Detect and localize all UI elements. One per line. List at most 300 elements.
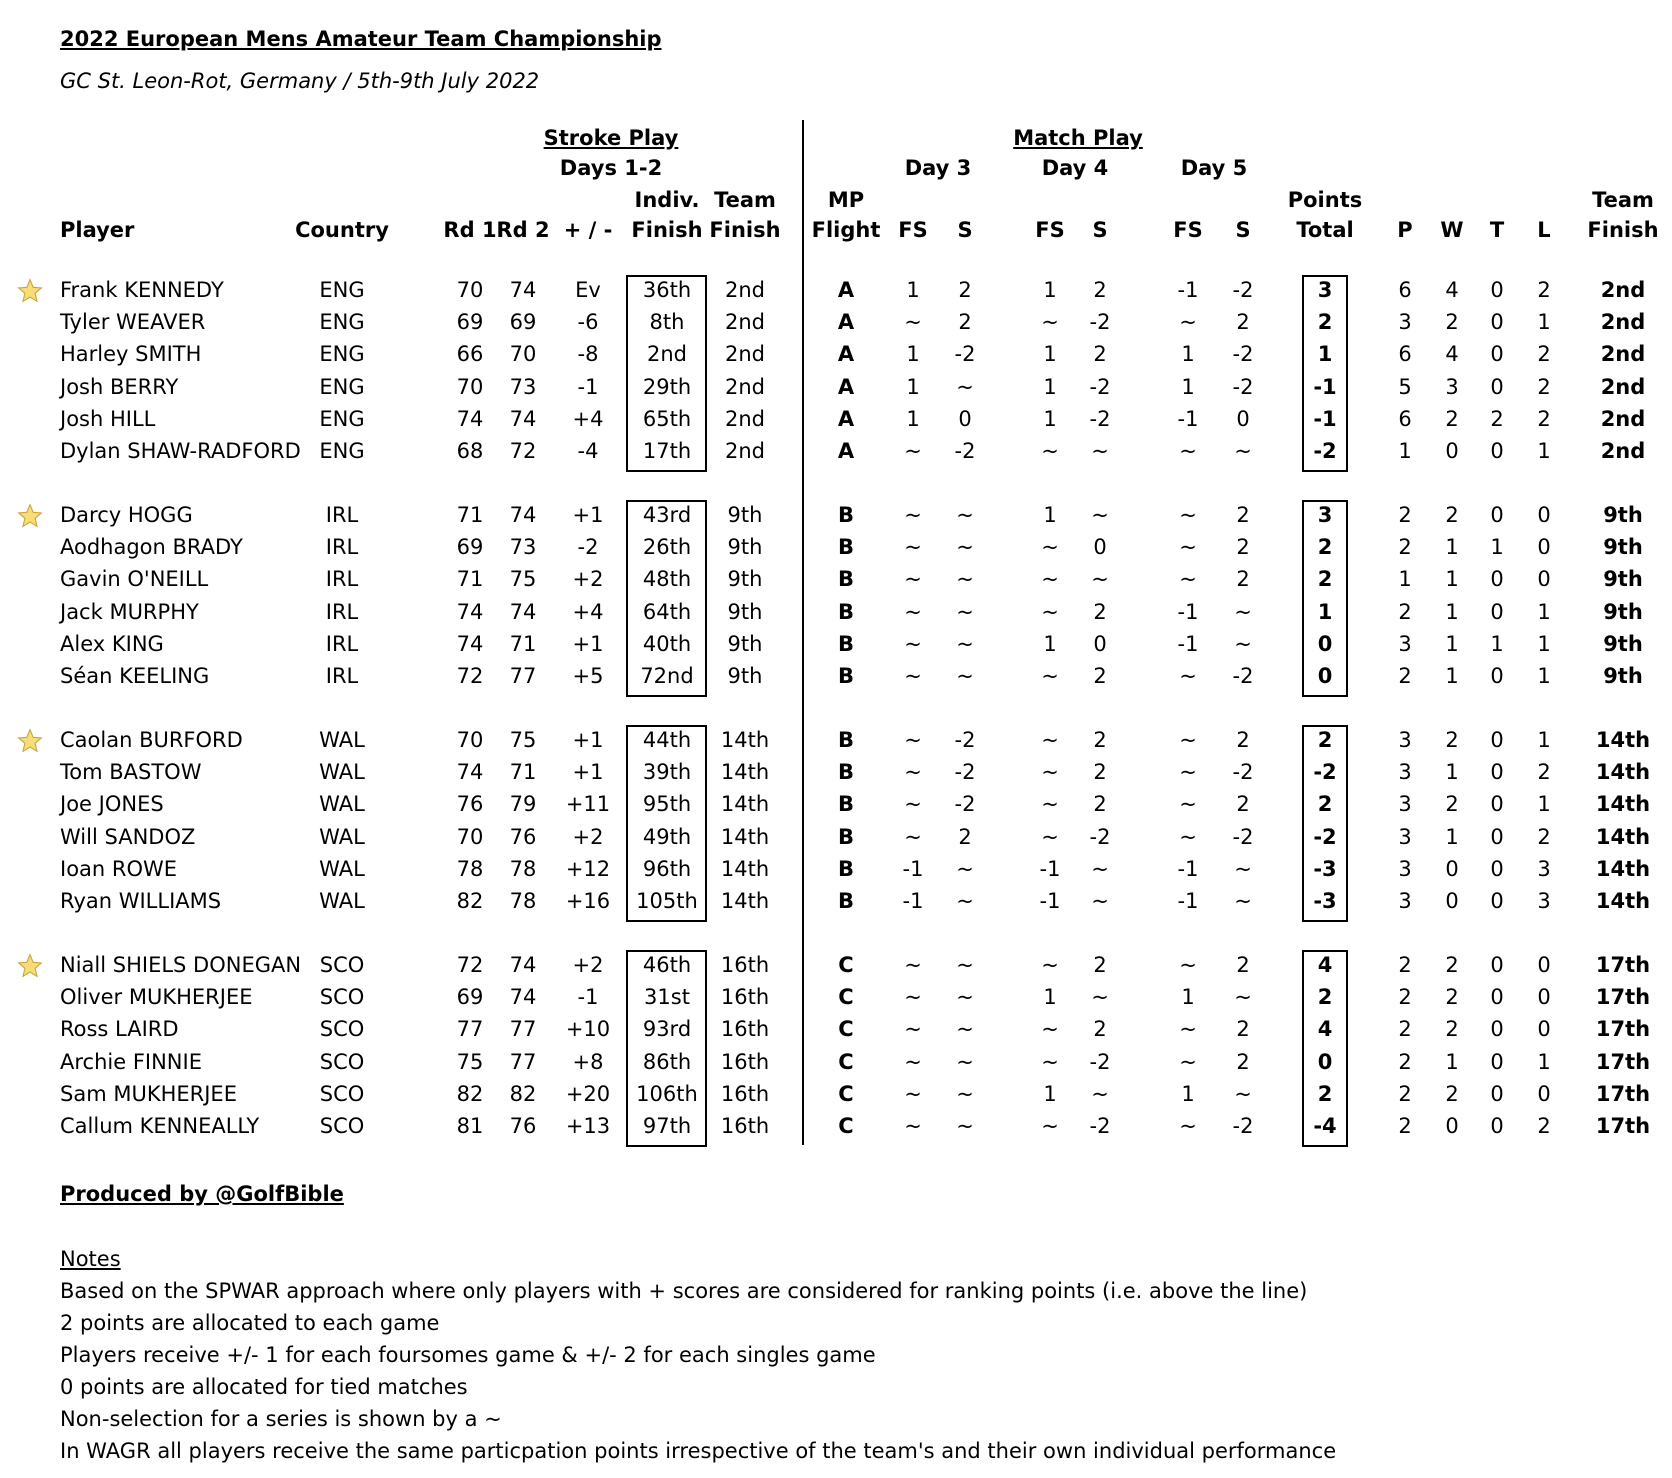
- page-subtitle: GC St. Leon-Rot, Germany / 5th-9th July 2022: [60, 69, 540, 93]
- day3-fs-cell: ~: [904, 310, 922, 335]
- player-name-cell: Harley SMITH: [60, 342, 202, 367]
- lost-cell: 2: [1537, 374, 1551, 399]
- mp-flight-cell: A: [837, 406, 855, 431]
- col-d5-fs-header: FS: [1173, 218, 1203, 242]
- tied-cell: 0: [1490, 567, 1504, 592]
- day3-fs-cell: 1: [906, 374, 920, 399]
- country-cell: SCO: [319, 1049, 365, 1074]
- col-plusminus-header: + / -: [563, 218, 613, 242]
- day4-fs-cell: 1: [1043, 985, 1057, 1010]
- day3-fs-cell: ~: [904, 728, 922, 752]
- day4-fs-cell: ~: [1041, 567, 1059, 592]
- day3-s-cell: -2: [954, 728, 976, 752]
- lost-cell: 0: [1537, 503, 1551, 527]
- tied-cell: 0: [1490, 599, 1504, 624]
- day5-s-cell: 2: [1236, 310, 1250, 335]
- played-cell: 3: [1398, 631, 1412, 656]
- won-cell: 4: [1445, 342, 1459, 367]
- day4-fs-cell: ~: [1041, 792, 1059, 817]
- lost-cell: 3: [1537, 856, 1551, 881]
- points-total-cell: 3: [1317, 278, 1333, 302]
- mp-flight-cell: B: [837, 503, 855, 527]
- rd1-cell: 77: [456, 1017, 484, 1042]
- tied-cell: 2: [1490, 406, 1504, 431]
- points-total-cell: 2: [1317, 1081, 1333, 1106]
- day5-fs-cell: ~: [1179, 664, 1197, 688]
- country-cell: IRL: [325, 503, 359, 527]
- plus-minus-cell: +8: [572, 1049, 604, 1074]
- day3-s-cell: ~: [956, 664, 974, 688]
- rd1-cell: 70: [456, 728, 484, 752]
- day3-s-cell: ~: [956, 631, 974, 656]
- col-d3-s-header: S: [957, 218, 973, 242]
- day5-fs-cell: ~: [1179, 760, 1197, 785]
- won-cell: 2: [1445, 406, 1459, 431]
- points-total-cell: 4: [1317, 1017, 1333, 1042]
- col-country-header: Country: [295, 218, 389, 242]
- day4-fs-cell: ~: [1041, 953, 1059, 977]
- country-cell: IRL: [325, 599, 359, 624]
- team-finish-cell: 16th: [720, 1114, 770, 1138]
- points-total-cell: -4: [1313, 1114, 1337, 1138]
- player-name-cell: Ioan ROWE: [60, 856, 178, 881]
- day5-fs-cell: -1: [1177, 889, 1199, 913]
- day4-fs-cell: ~: [1041, 824, 1059, 849]
- country-cell: WAL: [319, 728, 365, 752]
- mp-flight-cell: B: [837, 792, 855, 817]
- indiv-finish-cell: 105th: [636, 889, 698, 913]
- day4-fs-cell: 1: [1043, 342, 1057, 367]
- player-name-cell: Tom BASTOW: [60, 760, 202, 785]
- day3-fs-cell: ~: [904, 760, 922, 785]
- country-cell: IRL: [325, 535, 359, 560]
- won-cell: 2: [1445, 792, 1459, 817]
- team-finish-final-cell: 2nd: [1600, 310, 1646, 335]
- mp-flight-cell: C: [838, 1081, 854, 1106]
- points-total-cell: 2: [1317, 535, 1333, 560]
- points-total-cell: 2: [1317, 728, 1333, 752]
- tied-cell: 0: [1490, 310, 1504, 335]
- team-finish-cell: 14th: [720, 824, 770, 849]
- points-total-cell: 1: [1317, 599, 1333, 624]
- won-cell: 1: [1445, 631, 1459, 656]
- won-cell: 1: [1445, 664, 1459, 688]
- indiv-finish-cell: 72nd: [640, 664, 694, 688]
- day4-s-cell: 2: [1093, 664, 1107, 688]
- day3-fs-cell: -1: [902, 889, 924, 913]
- day3-fs-cell: ~: [904, 1017, 922, 1042]
- country-cell: SCO: [319, 985, 365, 1010]
- rd1-cell: 74: [456, 599, 484, 624]
- rd2-cell: 74: [509, 953, 537, 977]
- plus-minus-cell: +5: [572, 664, 604, 688]
- note-line: Based on the SPWAR approach where only players with + scores are considered for ranking points (i.e. above the line): [60, 1279, 1308, 1303]
- day3-fs-cell: ~: [904, 824, 922, 849]
- rd2-cell: 71: [509, 760, 537, 785]
- rd1-cell: 71: [456, 503, 484, 527]
- lost-cell: 1: [1537, 599, 1551, 624]
- tied-cell: 0: [1490, 889, 1504, 913]
- player-name-cell: Sam MUKHERJEE: [60, 1081, 237, 1106]
- mp-flight-cell: A: [837, 310, 855, 335]
- played-cell: 2: [1398, 599, 1412, 624]
- tied-cell: 0: [1490, 664, 1504, 688]
- team-finish-final-cell: 14th: [1595, 889, 1651, 913]
- day5-s-cell: ~: [1234, 985, 1252, 1010]
- day3-fs-cell: ~: [904, 1049, 922, 1074]
- points-total-cell: -1: [1313, 374, 1337, 399]
- day5-s-cell: 2: [1236, 567, 1250, 592]
- rd2-cell: 73: [509, 374, 537, 399]
- player-name-cell: Darcy HOGG: [60, 503, 193, 527]
- day4-fs-cell: -1: [1039, 889, 1061, 913]
- mp-flight-cell: C: [838, 1049, 854, 1074]
- day4-s-cell: 0: [1093, 631, 1107, 656]
- lost-cell: 2: [1537, 342, 1551, 367]
- played-cell: 2: [1398, 985, 1412, 1010]
- lost-cell: 1: [1537, 728, 1551, 752]
- team-finish-cell: 2nd: [724, 406, 766, 431]
- note-line: Non-selection for a series is shown by a ~: [60, 1407, 502, 1431]
- day4-s-cell: ~: [1091, 567, 1109, 592]
- col-d5-s-header: S: [1235, 218, 1251, 242]
- day3-s-cell: ~: [956, 985, 974, 1010]
- team-finish-cell: 16th: [720, 1017, 770, 1042]
- note-line: In WAGR all players receive the same particpation points irrespective of the team's and their own individual performance: [60, 1439, 1337, 1463]
- plus-minus-cell: +20: [565, 1081, 611, 1106]
- points-total-cell: -2: [1313, 439, 1337, 463]
- day3-fs-cell: ~: [904, 985, 922, 1010]
- won-cell: 2: [1445, 310, 1459, 335]
- rd1-cell: 70: [456, 824, 484, 849]
- indiv-finish-cell: 65th: [642, 406, 692, 431]
- col-team2-header-bottom: Finish: [1587, 218, 1659, 242]
- team-finish-final-cell: 9th: [1603, 535, 1643, 560]
- mp-flight-cell: B: [837, 728, 855, 752]
- lost-cell: 3: [1537, 889, 1551, 913]
- lost-cell: 0: [1537, 953, 1551, 977]
- day3-s-cell: -2: [954, 439, 976, 463]
- plus-minus-cell: +4: [572, 599, 604, 624]
- page-title: 2022 European Mens Amateur Team Championship: [60, 27, 662, 51]
- rd2-cell: 73: [509, 535, 537, 560]
- team-finish-final-cell: 17th: [1595, 1049, 1651, 1074]
- team-finish-final-cell: 9th: [1603, 599, 1643, 624]
- plus-minus-cell: +1: [572, 728, 604, 752]
- day4-s-cell: ~: [1091, 503, 1109, 527]
- day3-fs-cell: ~: [904, 953, 922, 977]
- team-finish-cell: 14th: [720, 889, 770, 913]
- won-cell: 0: [1445, 889, 1459, 913]
- player-name-cell: Gavin O'NEILL: [60, 567, 209, 592]
- rd1-cell: 71: [456, 567, 484, 592]
- won-cell: 0: [1445, 856, 1459, 881]
- indiv-finish-cell: 96th: [642, 856, 692, 881]
- day3-s-cell: 0: [958, 406, 972, 431]
- rd2-cell: 71: [509, 631, 537, 656]
- team-finish-final-cell: 9th: [1603, 631, 1643, 656]
- lost-cell: 2: [1537, 824, 1551, 849]
- day5-s-cell: 0: [1236, 406, 1250, 431]
- day3-fs-cell: 1: [906, 406, 920, 431]
- day3-s-cell: ~: [956, 1017, 974, 1042]
- tied-cell: 0: [1490, 278, 1504, 302]
- day3-s-cell: 2: [958, 310, 972, 335]
- rd2-cell: 77: [509, 1017, 537, 1042]
- team-finish-cell: 9th: [727, 567, 763, 592]
- won-cell: 2: [1445, 953, 1459, 977]
- country-cell: SCO: [319, 1114, 365, 1138]
- rd2-cell: 75: [509, 567, 537, 592]
- played-cell: 2: [1398, 1081, 1412, 1106]
- mp-flight-cell: A: [837, 278, 855, 302]
- player-name-cell: Ryan WILLIAMS: [60, 889, 222, 913]
- rd1-cell: 69: [456, 535, 484, 560]
- day5-fs-cell: ~: [1179, 310, 1197, 335]
- col-mp-header-bottom: Flight: [811, 218, 881, 242]
- rd1-cell: 78: [456, 856, 484, 881]
- day3-s-cell: -2: [954, 342, 976, 367]
- plus-minus-cell: +1: [572, 760, 604, 785]
- day5-fs-cell: ~: [1179, 728, 1197, 752]
- rd1-cell: 81: [456, 1114, 484, 1138]
- points-total-cell: 0: [1317, 631, 1333, 656]
- rd2-cell: 74: [509, 406, 537, 431]
- tied-cell: 0: [1490, 503, 1504, 527]
- team-finish-cell: 2nd: [724, 439, 766, 463]
- day5-s-cell: ~: [1234, 599, 1252, 624]
- team-finish-cell: 16th: [720, 985, 770, 1010]
- played-cell: 6: [1398, 342, 1412, 367]
- plus-minus-cell: +2: [572, 567, 604, 592]
- day5-fs-cell: -1: [1177, 406, 1199, 431]
- played-cell: 3: [1398, 310, 1412, 335]
- points-total-cell: -3: [1313, 889, 1337, 913]
- player-name-cell: Archie FINNIE: [60, 1049, 202, 1074]
- day3-header: Day 3: [904, 156, 972, 180]
- mp-flight-cell: C: [838, 1017, 854, 1042]
- rd2-cell: 82: [509, 1081, 537, 1106]
- lost-cell: 0: [1537, 1017, 1551, 1042]
- col-p-header: P: [1397, 218, 1413, 242]
- points-total-cell: -2: [1313, 760, 1337, 785]
- tied-cell: 0: [1490, 342, 1504, 367]
- rd1-cell: 82: [456, 889, 484, 913]
- won-cell: 4: [1445, 278, 1459, 302]
- day3-fs-cell: ~: [904, 567, 922, 592]
- day5-fs-cell: ~: [1179, 792, 1197, 817]
- day4-fs-cell: ~: [1041, 439, 1059, 463]
- points-total-cell: 0: [1317, 1049, 1333, 1074]
- played-cell: 5: [1398, 374, 1412, 399]
- tied-cell: 0: [1490, 374, 1504, 399]
- plus-minus-cell: +11: [565, 792, 611, 817]
- team-finish-final-cell: 2nd: [1600, 342, 1646, 367]
- day4-s-cell: 2: [1093, 342, 1107, 367]
- day4-fs-cell: 1: [1043, 631, 1057, 656]
- team-finish-final-cell: 17th: [1595, 1017, 1651, 1042]
- col-l-header: L: [1537, 218, 1551, 242]
- day4-s-cell: 2: [1093, 278, 1107, 302]
- rd2-cell: 74: [509, 985, 537, 1010]
- points-total-cell: 1: [1317, 342, 1333, 367]
- tied-cell: 0: [1490, 760, 1504, 785]
- note-line: 0 points are allocated for tied matches: [60, 1375, 468, 1399]
- indiv-finish-cell: 44th: [642, 728, 692, 752]
- tied-cell: 0: [1490, 856, 1504, 881]
- lost-cell: 0: [1537, 1081, 1551, 1106]
- played-cell: 1: [1398, 439, 1412, 463]
- tied-cell: 0: [1490, 792, 1504, 817]
- indiv-finish-cell: 2nd: [646, 342, 688, 367]
- won-cell: 3: [1445, 374, 1459, 399]
- won-cell: 0: [1445, 1114, 1459, 1138]
- col-w-header: W: [1440, 218, 1464, 242]
- played-cell: 2: [1398, 1114, 1412, 1138]
- day5-s-cell: 2: [1236, 1017, 1250, 1042]
- lost-cell: 0: [1537, 985, 1551, 1010]
- lost-cell: 1: [1537, 664, 1551, 688]
- day3-fs-cell: 1: [906, 342, 920, 367]
- won-cell: 2: [1445, 985, 1459, 1010]
- day4-fs-cell: ~: [1041, 760, 1059, 785]
- rd2-cell: 75: [509, 728, 537, 752]
- player-name-cell: Alex KING: [60, 631, 164, 656]
- day4-fs-cell: 1: [1043, 278, 1057, 302]
- plus-minus-cell: +13: [565, 1114, 611, 1138]
- mp-flight-cell: B: [837, 760, 855, 785]
- won-cell: 2: [1445, 503, 1459, 527]
- day5-fs-cell: 1: [1181, 342, 1195, 367]
- day3-s-cell: ~: [956, 889, 974, 913]
- player-name-cell: Joe JONES: [60, 792, 164, 817]
- rd2-cell: 77: [509, 1049, 537, 1074]
- team-finish-cell: 9th: [727, 631, 763, 656]
- rd1-cell: 74: [456, 760, 484, 785]
- day3-s-cell: ~: [956, 374, 974, 399]
- day4-s-cell: 2: [1093, 953, 1107, 977]
- indiv-finish-cell: 8th: [649, 310, 685, 335]
- col-points-header-bottom: Total: [1296, 218, 1354, 242]
- day4-s-cell: -2: [1089, 824, 1111, 849]
- played-cell: 2: [1398, 1049, 1412, 1074]
- rd1-cell: 66: [456, 342, 484, 367]
- player-name-cell: Oliver MUKHERJEE: [60, 985, 253, 1010]
- played-cell: 3: [1398, 728, 1412, 752]
- day3-s-cell: -2: [954, 792, 976, 817]
- day5-s-cell: 2: [1236, 728, 1250, 752]
- team-finish-cell: 14th: [720, 856, 770, 881]
- won-cell: 2: [1445, 1017, 1459, 1042]
- day5-s-cell: ~: [1234, 1081, 1252, 1106]
- played-cell: 3: [1398, 856, 1412, 881]
- rd2-cell: 70: [509, 342, 537, 367]
- day4-s-cell: ~: [1091, 889, 1109, 913]
- plus-minus-cell: +12: [565, 856, 611, 881]
- day4-s-cell: 2: [1093, 1017, 1107, 1042]
- team-finish-final-cell: 14th: [1595, 824, 1651, 849]
- rd1-cell: 72: [456, 664, 484, 688]
- points-total-cell: 3: [1317, 503, 1333, 527]
- played-cell: 3: [1398, 889, 1412, 913]
- day5-s-cell: -2: [1232, 278, 1254, 302]
- col-player-header: Player: [60, 218, 135, 242]
- tied-cell: 0: [1490, 824, 1504, 849]
- points-total-cell: 2: [1317, 985, 1333, 1010]
- team-finish-final-cell: 2nd: [1600, 406, 1646, 431]
- rd2-cell: 69: [509, 310, 537, 335]
- tied-cell: 0: [1490, 1049, 1504, 1074]
- mp-flight-cell: A: [837, 342, 855, 367]
- player-name-cell: Josh HILL: [60, 406, 156, 431]
- day4-fs-cell: ~: [1041, 1114, 1059, 1138]
- day5-s-cell: 2: [1236, 792, 1250, 817]
- tied-cell: 1: [1490, 631, 1504, 656]
- col-indiv-header-top: Indiv.: [634, 188, 700, 212]
- tied-cell: 0: [1490, 985, 1504, 1010]
- team-finish-cell: 9th: [727, 664, 763, 688]
- day4-s-cell: 2: [1093, 760, 1107, 785]
- day3-s-cell: ~: [956, 599, 974, 624]
- day4-fs-cell: 1: [1043, 406, 1057, 431]
- points-total-cell: -3: [1313, 856, 1337, 881]
- day5-s-cell: 2: [1236, 1049, 1250, 1074]
- mp-flight-cell: B: [837, 535, 855, 560]
- country-cell: ENG: [319, 406, 365, 431]
- points-total-cell: 2: [1317, 792, 1333, 817]
- produced-by: Produced by @GolfBible: [60, 1182, 344, 1206]
- day5-s-cell: 2: [1236, 535, 1250, 560]
- country-cell: IRL: [325, 631, 359, 656]
- country-cell: ENG: [319, 439, 365, 463]
- rd2-cell: 78: [509, 856, 537, 881]
- team-finish-final-cell: 14th: [1595, 760, 1651, 785]
- indiv-finish-cell: 93rd: [642, 1017, 692, 1042]
- day4-fs-cell: 1: [1043, 503, 1057, 527]
- team-finish-final-cell: 17th: [1595, 1081, 1651, 1106]
- rd1-cell: 70: [456, 374, 484, 399]
- day5-s-cell: ~: [1234, 856, 1252, 881]
- played-cell: 2: [1398, 664, 1412, 688]
- indiv-finish-cell: 31st: [644, 985, 690, 1010]
- plus-minus-cell: +2: [572, 824, 604, 849]
- day4-s-cell: ~: [1091, 985, 1109, 1010]
- indiv-finish-cell: 43rd: [642, 503, 692, 527]
- team-finish-cell: 16th: [720, 1081, 770, 1106]
- won-cell: 1: [1445, 599, 1459, 624]
- mp-flight-cell: A: [837, 374, 855, 399]
- mp-flight-cell: A: [837, 439, 855, 463]
- country-cell: WAL: [319, 856, 365, 881]
- rd1-cell: 69: [456, 985, 484, 1010]
- indiv-finish-cell: 40th: [642, 631, 692, 656]
- day4-s-cell: ~: [1091, 856, 1109, 881]
- day5-fs-cell: ~: [1179, 1017, 1197, 1042]
- day3-fs-cell: ~: [904, 535, 922, 560]
- country-cell: IRL: [325, 664, 359, 688]
- tied-cell: 1: [1490, 535, 1504, 560]
- team-finish-final-cell: 2nd: [1600, 374, 1646, 399]
- indiv-finish-cell: 26th: [642, 535, 692, 560]
- team-finish-final-cell: 14th: [1595, 728, 1651, 752]
- day3-s-cell: ~: [956, 535, 974, 560]
- team-finish-final-cell: 17th: [1595, 953, 1651, 977]
- played-cell: 6: [1398, 406, 1412, 431]
- player-name-cell: Caolan BURFORD: [60, 728, 243, 752]
- day3-fs-cell: ~: [904, 503, 922, 527]
- day5-fs-cell: -1: [1177, 631, 1199, 656]
- indiv-finish-cell: 39th: [642, 760, 692, 785]
